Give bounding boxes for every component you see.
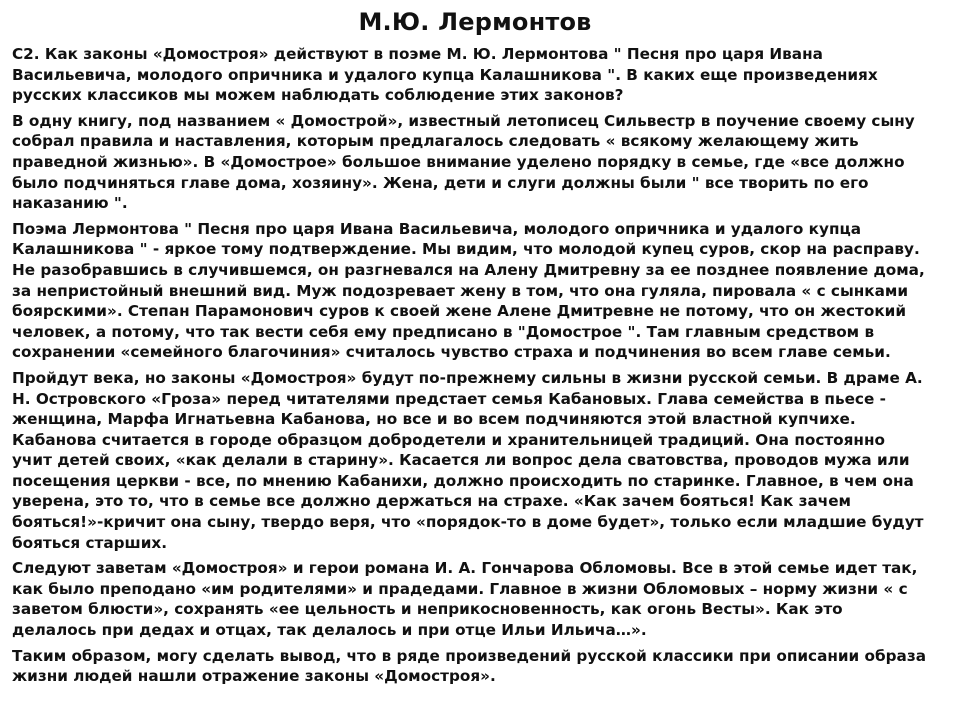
slide-title: М.Ю. Лермонтов [358, 8, 592, 36]
ostrovsky-paragraph: Пройдут века, но законы «Домостроя» будут по-прежнему сильны в жизни русской семьи. В драме А. Н. Островского «Гроза» перед читателями предстает семья Кабановых. Глава семейства в пьесе - женщина, Марфа Игнатьевна Кабанова, но все и во всем подчиняются этой властной купчихе. Кабанова считается в городе образцом добродетели и хранительницей традиций. Она постоянно учит детей своих, «как делали в старину». Касается ли вопрос дела сватовства, проводов мужа или посещения церкви - все, по мнению Кабанихи, должно происходить по старинке. Главное, в чем она уверена, это то, что в семье все должно держаться на страхе. «Как зачем бояться! Как зачем бояться!»-кричит она сыну, твердо веря, что «порядок-то в доме будет», только если младшие будут бояться старших. [12, 368, 924, 552]
conclusion-paragraph: Таким образом, могу сделать вывод, что в ряде произведений русской классики при описании образа жизни людей нашли отражение законы «Домостроя». [12, 646, 926, 686]
question-paragraph: С2. Как законы «Домостроя» действуют в поэме М. Ю. Лермонтова " Песня про царя Ивана Васильевича, молодого опричника и удалого купца Калашникова ". В каких еще произведениях русских классиков мы можем наблюдать соблюдение этих законов? [12, 45, 878, 105]
goncharov-paragraph: Следуют заветам «Домостроя» и герои романа И. А. Гончарова Обломовы. Все в этой семье идет так, как было преподано «им родителями» и прадедами. Главное в жизни Обломовых – норму жизни « с заветом блюсти», сохранять «ее цельность и неприкосновенность, как огонь Весты». Как это делалось при дедах и отцах, так делалось и при отце Ильи Ильича…». [12, 559, 918, 640]
domostroy-intro-paragraph: В одну книгу, под названием « Домострой», известный летописец Сильвестр в поучение своему сыну собрал правила и наставления, которым предлагалось следовать « всякому желающему жить праведной жизнью». В «Домострое» большое внимание уделено порядку в семье, где «все должно было подчиняться главе дома, хозяину». Жена, дети и слуги должны были " все творить по его наказанию ". [12, 111, 915, 213]
lermontov-paragraph: Поэма Лермонтова " Песня про царя Ивана Васильевича, молодого опричника и удалого купца Калашникова " - яркое тому подтверждение. Мы видим, что молодой купец суров, скор на расправу. Не разобравшись в случившемся, он разгневался на Алену Дмитревну за ее позднее появление дома, за непристойный внешний вид. Муж подозревает жену в том, что она гуляла, пировала « с сынками боярскими». Степан Парамонович суров к своей жене Алене Дмитревне не потому, что он жестокий человек, а потому, что так вести себя ему предписано в "Домострое ". Там главным средством в сохранении «семейного благочиния» считалось чувство страха и подчинения во всем главе семьи. [12, 219, 925, 362]
